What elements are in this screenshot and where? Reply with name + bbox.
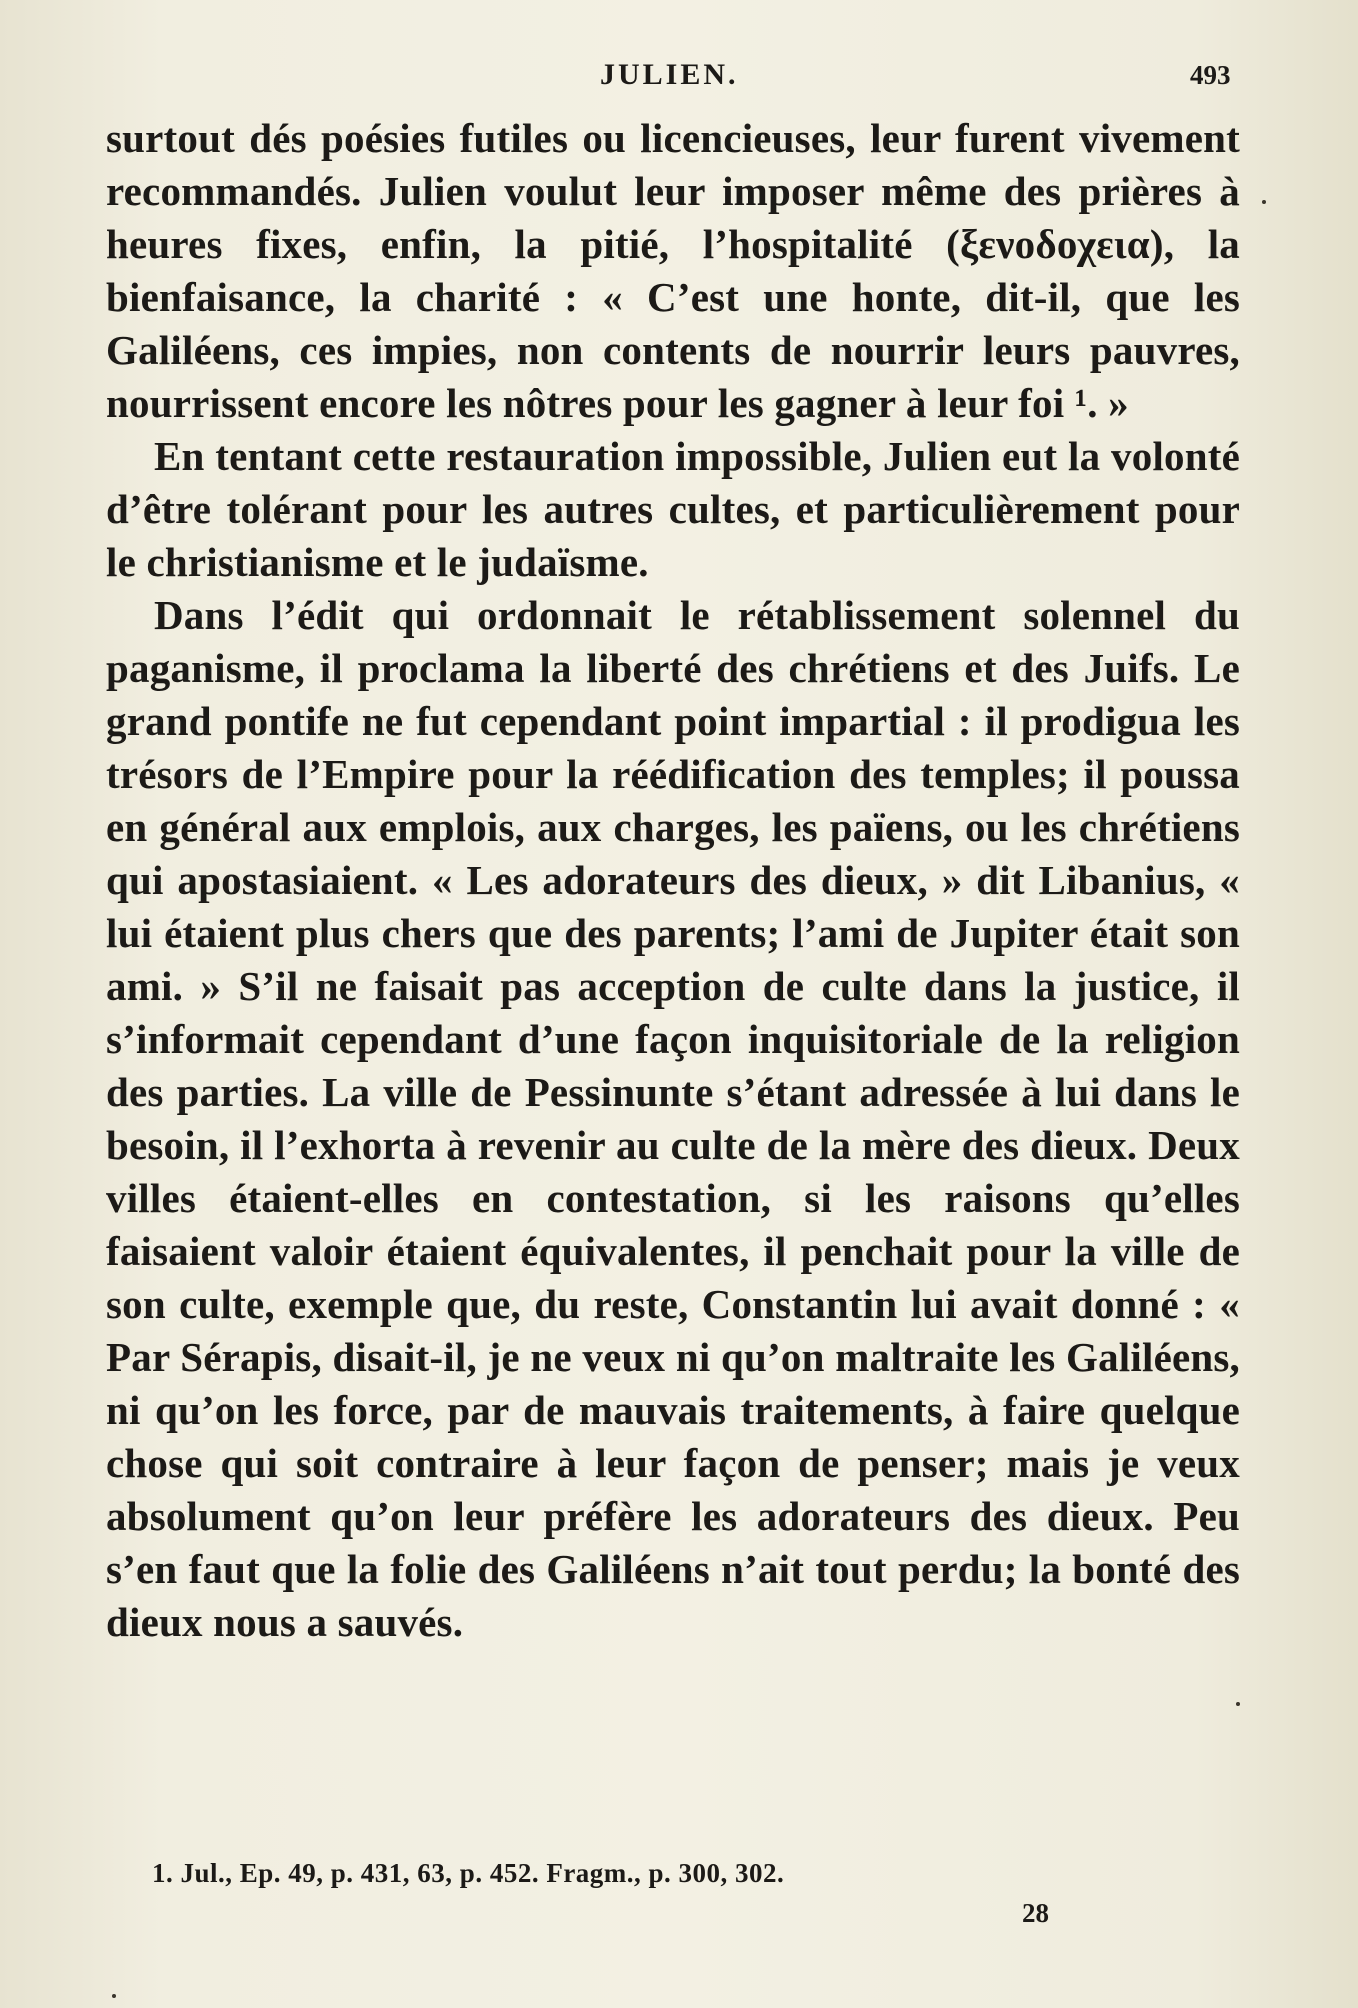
signature-mark: 28 (1022, 1898, 1049, 1928)
ink-speck (112, 1994, 116, 1998)
body-text (106, 112, 1240, 1649)
ink-speck (1262, 200, 1266, 204)
ink-speck (1236, 1702, 1240, 1706)
page-number: 493 (1190, 60, 1231, 90)
paragraph-3: Dans l’édit qui ordonnait le rétablissement solennel du paganisme, il proclama la liberté des chrétiens et des Juifs. Le grand pontife ne fut cependant point impartial : il prodigua les trésors de l’Empire pour la réédification des temples; il poussa en général aux emplois, aux charges, les païens, ou les chrétiens qui apostasiaient. « Les adorateurs des dieux, » dit Libanius, « lui étaient plus chers que des parents; l’ami de Jupiter était son ami. » S’il ne faisait pas acception de culte dans la justice, il s’informait cependant d’une façon inquisitoriale de la religion des parties. La ville de Pessinunte s’étant adressée à lui dans le besoin, il l’exhorta à revenir au culte de la mère des dieux. Deux villes étaient-elles en contestation, si les raisons qu’elles faisaient valoir étaient équivalentes, il penchait pour la ville de son culte, exemple que, du reste, Constantin lui avait donné : « Par Sérapis, disait-il, je ne veux ni qu’on maltraite les Galiléens, ni qu’on les force, par de mauvais traitements, à faire quelque chose qui soit contraire à leur façon de penser; mais je veux absolument qu’on leur préfère les adorateurs des dieux. Peu s’en faut que la folie des Galiléens n’ait tout perdu; la bonté des dieux nous a sauvés. (106, 592, 1240, 1645)
paragraph-1: surtout dés poésies futiles ou licencieuses, leur furent vivement recommandés. Julien voulut leur imposer même des prières à heures fixes, enfin, la pitié, l’hospitalité (ξενοδοχεια), la bienfaisance, la charité : « C’est une honte, dit-il, que les Galiléens, ces impies, non contents de nourrir leurs pauvres, nourrissent encore les nôtres pour les gagner à leur foi ¹. » (106, 115, 1240, 426)
footnote: 1. Jul., Ep. 49, p. 431, 63, p. 452. Fragm., p. 300, 302. (152, 1858, 785, 1888)
running-title: JULIEN. (600, 58, 739, 91)
paragraph-2: En tentant cette restauration impossible, Julien eut la volonté d’être tolérant pour les autres cultes, et particulièrement pour le christianisme et le judaïsme. (106, 433, 1240, 585)
running-head (0, 58, 1358, 98)
